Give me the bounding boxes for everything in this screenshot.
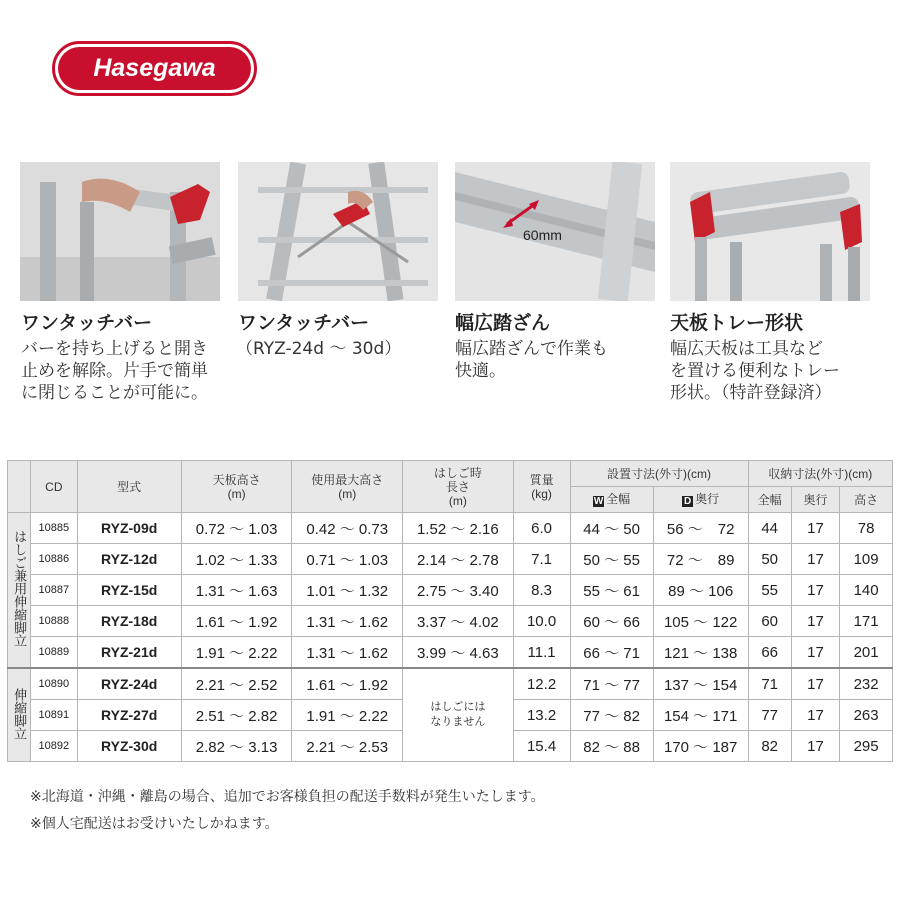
table-cell: 7.1 <box>513 544 570 575</box>
table-cell: 2.51 ～ 2.82 <box>181 700 292 731</box>
table-row <box>8 637 893 669</box>
feature-desc-3: 幅広踏ざんで作業も 快適。 <box>455 339 608 381</box>
header-storage-width: 全幅 <box>748 487 791 513</box>
table-cell: 15.4 <box>513 731 570 762</box>
footnote-private-delivery: ※個人宅配送はお受けいたしかねます。 <box>30 816 279 832</box>
table-cell: 10885 <box>31 513 77 544</box>
table-row <box>8 606 893 637</box>
table-cell: RYZ-12d <box>77 544 181 575</box>
table-cell: 1.61 ～ 1.92 <box>292 668 403 700</box>
table-cell: 11.1 <box>513 637 570 669</box>
header-install-depth: D 奥行 <box>653 487 748 513</box>
table-cell: RYZ-18d <box>77 606 181 637</box>
table-cell: 171 <box>840 606 893 637</box>
table-cell: 56 ～ 72 <box>653 513 748 544</box>
table-cell: 1.31 ～ 1.62 <box>292 637 403 669</box>
header-storage-size: 収納寸法(外寸)(cm) <box>748 461 892 487</box>
table-cell: 121 ～ 138 <box>653 637 748 669</box>
table-cell: 71 ～ 77 <box>570 668 653 700</box>
photo-wide-step <box>455 162 655 301</box>
table-cell: 82 ～ 88 <box>570 731 653 762</box>
table-cell: 1.31 ～ 1.63 <box>181 575 292 606</box>
table-cell: 232 <box>840 668 893 700</box>
photo-one-touch-bar-open <box>20 162 220 301</box>
table-cell: 1.91 ～ 2.22 <box>292 700 403 731</box>
hasegawa-logo <box>52 41 257 96</box>
group-label-ladder-combo: はしご兼用伸縮脚立 <box>8 513 31 669</box>
table-cell: 60 ～ 66 <box>570 606 653 637</box>
table-cell: 17 <box>791 700 839 731</box>
table-cell: 17 <box>791 668 839 700</box>
table-cell: 77 <box>748 700 791 731</box>
table-cell: 1.02 ～ 1.33 <box>181 544 292 575</box>
table-cell: 1.01 ～ 1.32 <box>292 575 403 606</box>
table-cell: 72 ～ 89 <box>653 544 748 575</box>
table-cell: 295 <box>840 731 893 762</box>
table-cell: 66 <box>748 637 791 669</box>
table-cell: 89 ～ 106 <box>653 575 748 606</box>
table-cell: 201 <box>840 637 893 669</box>
table-cell: 10.0 <box>513 606 570 637</box>
feature-title-4: 天板トレー形状 <box>670 312 804 334</box>
header-model: 型式 <box>77 461 181 513</box>
table-cell: 2.82 ～ 3.13 <box>181 731 292 762</box>
table-row <box>8 513 893 544</box>
table-cell: 1.52 ～ 2.16 <box>403 513 514 544</box>
table-cell: 55 ～ 61 <box>570 575 653 606</box>
dimension-label: 60mm <box>523 227 562 243</box>
w-mark: W <box>593 496 604 507</box>
table-cell: 2.21 ～ 2.52 <box>181 668 292 700</box>
logo-text: Hasegawa <box>93 54 216 82</box>
table-cell: 3.99 ～ 4.63 <box>403 637 514 669</box>
table-cell: 10887 <box>31 575 77 606</box>
table-cell: 170 ～ 187 <box>653 731 748 762</box>
table-cell: 50 <box>748 544 791 575</box>
header-max-height: 使用最大高さ (m) <box>292 461 403 513</box>
table-cell: 50 ～ 55 <box>570 544 653 575</box>
table-cell: 154 ～ 171 <box>653 700 748 731</box>
header-weight: 質量 (kg) <box>513 461 570 513</box>
feature-desc-1: バーを持ち上げると開き 止めを解除。片手で簡単 に閉じることが可能に。 <box>21 339 208 403</box>
table-cell: 82 <box>748 731 791 762</box>
table-cell: 10886 <box>31 544 77 575</box>
table-cell: 17 <box>791 544 839 575</box>
feature-title-1: ワンタッチバー <box>21 312 153 334</box>
table-cell: 2.75 ～ 3.40 <box>403 575 514 606</box>
table-cell: RYZ-30d <box>77 731 181 762</box>
table-cell: 44 ～ 50 <box>570 513 653 544</box>
feature-title-2: ワンタッチバー <box>238 312 370 334</box>
group-label-telescopic: 伸縮脚立 <box>8 668 31 762</box>
table-cell: 10890 <box>31 668 77 700</box>
footnote-shipping: ※北海道・沖縄・離島の場合、追加でお客様負担の配送手数料が発生いたします。 <box>30 789 545 805</box>
header-top-height: 天板高さ (m) <box>181 461 292 513</box>
table-row <box>8 668 893 700</box>
table-cell: 55 <box>748 575 791 606</box>
table-cell: 137 ～ 154 <box>653 668 748 700</box>
photo-top-tray <box>670 162 870 301</box>
table-cell: 17 <box>791 637 839 669</box>
table-cell: 105 ～ 122 <box>653 606 748 637</box>
table-cell: 44 <box>748 513 791 544</box>
photo-one-touch-bar <box>238 162 438 301</box>
table-cell: 1.91 ～ 2.22 <box>181 637 292 669</box>
table-cell: RYZ-21d <box>77 637 181 669</box>
table-cell: 10892 <box>31 731 77 762</box>
table-cell: 2.14 ～ 2.78 <box>403 544 514 575</box>
table-cell: RYZ-09d <box>77 513 181 544</box>
table-cell: RYZ-27d <box>77 700 181 731</box>
table-cell: 1.31 ～ 1.62 <box>292 606 403 637</box>
table-cell: 60 <box>748 606 791 637</box>
table-row <box>8 575 893 606</box>
table-cell: RYZ-15d <box>77 575 181 606</box>
table-cell: 17 <box>791 575 839 606</box>
table-cell: 3.37 ～ 4.02 <box>403 606 514 637</box>
header-ladder-length: はしご時 長さ (m) <box>403 461 514 513</box>
table-cell: 10889 <box>31 637 77 669</box>
table-cell: 0.42 ～ 0.73 <box>292 513 403 544</box>
table-cell: 17 <box>791 731 839 762</box>
table-cell: 0.71 ～ 1.03 <box>292 544 403 575</box>
table-cell: 10891 <box>31 700 77 731</box>
header-storage-height: 高さ <box>840 487 893 513</box>
table-cell: 71 <box>748 668 791 700</box>
feature-desc-2: （RYZ-24d ～ 30d） <box>236 339 402 359</box>
d-mark: D <box>684 496 692 507</box>
table-cell: 10888 <box>31 606 77 637</box>
table-cell: 109 <box>840 544 893 575</box>
header-install-size: 設置寸法(外寸)(cm) <box>570 461 748 487</box>
feature-title-3: 幅広踏ざん <box>455 312 551 334</box>
table-cell: 12.2 <box>513 668 570 700</box>
ladder-not-available-note: はしごには なりません <box>403 668 514 762</box>
feature-desc-4: 幅広天板は工具など を置ける便利なトレー 形状。（特許登録済） <box>670 339 840 403</box>
table-cell: 140 <box>840 575 893 606</box>
table-cell: 17 <box>791 513 839 544</box>
table-cell: 2.21 ～ 2.53 <box>292 731 403 762</box>
table-cell: 78 <box>840 513 893 544</box>
header-install-width: W 全幅 <box>570 487 653 513</box>
table-cell: RYZ-24d <box>77 668 181 700</box>
table-cell: 6.0 <box>513 513 570 544</box>
table-cell: 1.61 ～ 1.92 <box>181 606 292 637</box>
table-cell: 66 ～ 71 <box>570 637 653 669</box>
table-cell: 263 <box>840 700 893 731</box>
table-cell: 77 ～ 82 <box>570 700 653 731</box>
table-cell: 13.2 <box>513 700 570 731</box>
corner-cell <box>8 461 31 513</box>
table-row <box>8 544 893 575</box>
table-cell: 17 <box>791 606 839 637</box>
table-cell: 8.3 <box>513 575 570 606</box>
header-cd: CD <box>31 461 77 513</box>
header-storage-depth: 奥行 <box>791 487 839 513</box>
table-cell: 0.72 ～ 1.03 <box>181 513 292 544</box>
spec-table <box>7 460 893 762</box>
